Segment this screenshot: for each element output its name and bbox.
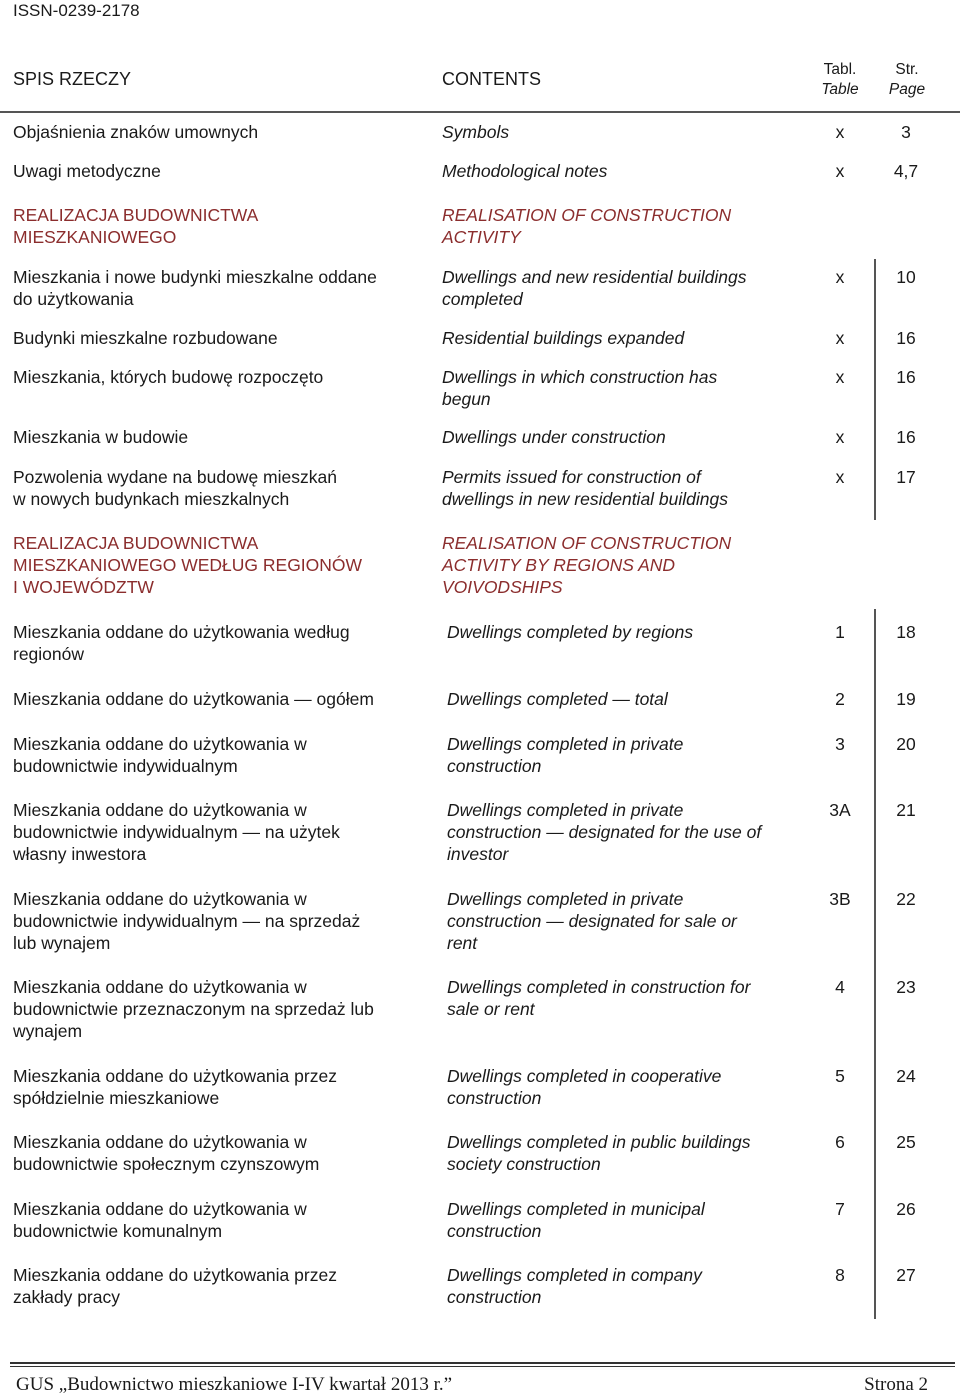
toc-entry-en: Dwellings completed in company construction bbox=[447, 1265, 702, 1307]
toc-page-number: 19 bbox=[896, 689, 916, 709]
toc-entry-en: Permits issued for construction of dwellings in new residential buildings bbox=[442, 467, 728, 509]
toc-entry-en: Dwellings completed in private construction — designated for sale or rent bbox=[447, 889, 737, 953]
toc-page-number: 26 bbox=[896, 1199, 916, 1219]
issn-number: ISSN-0239-2178 bbox=[13, 1, 140, 20]
toc-entry-en: Residential buildings expanded bbox=[442, 328, 685, 348]
toc-entry-pl: Mieszkania oddane do użytkowania według regionów bbox=[13, 622, 350, 664]
toc-page-number: 17 bbox=[896, 467, 916, 487]
column-divider bbox=[874, 609, 876, 1319]
header-divider bbox=[0, 111, 960, 113]
toc-entry-en: Dwellings completed in public buildings society construction bbox=[447, 1132, 751, 1174]
toc-entry-pl: Mieszkania oddane do użytkowania przez zakłady pracy bbox=[13, 1265, 337, 1307]
toc-entry-en: Dwellings completed by regions bbox=[447, 622, 694, 642]
toc-entry-pl: Uwagi metodyczne bbox=[13, 161, 161, 181]
toc-entry-en: Methodological notes bbox=[442, 161, 608, 181]
toc-entry-en: Dwellings in which construction has begun bbox=[442, 367, 718, 409]
contents-title-pl: SPIS RZECZY bbox=[13, 69, 132, 89]
toc-entry-pl: Mieszkania oddane do użytkowania — ogółem bbox=[13, 689, 374, 709]
section-heading-pl: REALIZACJA BUDOWNICTWA MIESZKANIOWEGO WEDŁUG REGIONÓW I WOJEWÓDZTW bbox=[13, 533, 363, 597]
contents-title-en: CONTENTS bbox=[442, 69, 541, 89]
toc-entry-pl: Mieszkania, których budowę rozpoczęto bbox=[13, 367, 324, 387]
toc-page-number: 22 bbox=[896, 889, 916, 909]
toc-table-number: 3A bbox=[829, 800, 851, 820]
column-header-page-pl: Str. bbox=[895, 61, 919, 78]
toc-page-number: 16 bbox=[896, 328, 916, 348]
toc-page-number: 16 bbox=[896, 427, 916, 447]
footer-divider bbox=[10, 1362, 955, 1364]
toc-page-number: 16 bbox=[896, 367, 916, 387]
toc-page-number: 10 bbox=[896, 267, 916, 287]
toc-table-number: x bbox=[835, 427, 845, 447]
toc-table-number: x bbox=[835, 367, 845, 387]
toc-entry-pl: Mieszkania oddane do użytkowania w budownictwie indywidualnym — na użytek własny inwestora bbox=[13, 800, 340, 864]
toc-entry-pl: Mieszkania oddane do użytkowania przez spółdzielnie mieszkaniowe bbox=[13, 1066, 337, 1108]
column-header-table-en: Table bbox=[821, 81, 859, 98]
toc-table-number: x bbox=[835, 161, 845, 181]
toc-table-number: 4 bbox=[835, 977, 845, 997]
toc-entry-pl: Objaśnienia znaków umownych bbox=[13, 122, 259, 142]
section-heading-en: REALISATION OF CONSTRUCTION ACTIVITY BY REGIONS AND VOIVODSHIPS bbox=[442, 533, 732, 597]
toc-entry-en: Dwellings and new residential buildings completed bbox=[442, 267, 747, 309]
toc-page-number: 3 bbox=[901, 122, 911, 142]
toc-table-number: x bbox=[835, 122, 845, 142]
toc-table-number: 7 bbox=[835, 1199, 845, 1219]
toc-page-number: 23 bbox=[896, 977, 916, 997]
toc-entry-pl: Mieszkania oddane do użytkowania w budownictwie społecznym czynszowym bbox=[13, 1132, 320, 1174]
column-header-page bbox=[880, 60, 934, 100]
column-header-page-en: Page bbox=[888, 81, 926, 98]
toc-entry-en: Dwellings completed in municipal construction bbox=[447, 1199, 705, 1241]
toc-page-number: 20 bbox=[896, 734, 916, 754]
toc-table-number: 8 bbox=[835, 1265, 845, 1285]
toc-entry-en: Dwellings completed in construction for sale or rent bbox=[447, 977, 751, 1019]
toc-table-number: 3 bbox=[835, 734, 845, 754]
toc-table-number: x bbox=[835, 267, 845, 287]
footer-page-number: Strona 2 bbox=[864, 1374, 928, 1395]
toc-page-number: 21 bbox=[896, 800, 916, 820]
toc-table-number: 6 bbox=[835, 1132, 845, 1152]
toc-page-number: 25 bbox=[896, 1132, 916, 1152]
toc-entry-en: Symbols bbox=[442, 122, 510, 142]
footer-publication-title: GUS „Budownictwo mieszkaniowe I-IV kwartał 2013 r.” bbox=[16, 1374, 453, 1395]
toc-page-number: 18 bbox=[896, 622, 916, 642]
section-heading-pl: REALIZACJA BUDOWNICTWA MIESZKANIOWEGO bbox=[13, 205, 259, 247]
toc-page-number: 24 bbox=[896, 1066, 916, 1086]
toc-table-number: 1 bbox=[835, 622, 845, 642]
footer-divider bbox=[10, 1366, 955, 1367]
toc-entry-pl: Pozwolenia wydane na budowę mieszkań w nowych budynkach mieszkalnych bbox=[13, 467, 337, 509]
toc-entry-pl: Mieszkania i nowe budynki mieszkalne oddane do użytkowania bbox=[13, 267, 377, 309]
column-header-table-pl: Tabl. bbox=[823, 61, 857, 78]
toc-table-number: 3B bbox=[829, 889, 851, 909]
toc-entry-en: Dwellings completed in cooperative construction bbox=[447, 1066, 722, 1108]
toc-table-number: 2 bbox=[835, 689, 845, 709]
toc-entry-pl: Budynki mieszkalne rozbudowane bbox=[13, 328, 278, 348]
column-header-table bbox=[812, 60, 868, 100]
toc-entry-pl: Mieszkania oddane do użytkowania w budownictwie przeznaczonym na sprzedaż lub wynajem bbox=[13, 977, 374, 1041]
column-divider bbox=[874, 259, 876, 520]
toc-entry-en: Dwellings completed in private construction bbox=[447, 734, 684, 776]
toc-entry-en: Dwellings completed — total bbox=[447, 689, 668, 709]
toc-entry-pl: Mieszkania w budowie bbox=[13, 427, 189, 447]
section-heading-en: REALISATION OF CONSTRUCTION ACTIVITY bbox=[442, 205, 732, 247]
toc-entry-en: Dwellings under construction bbox=[442, 427, 666, 447]
toc-entry-en: Dwellings completed in private construction — designated for the use of investor bbox=[447, 800, 762, 864]
toc-table-number: x bbox=[835, 328, 845, 348]
toc-table-number: x bbox=[835, 467, 845, 487]
toc-page-number: 4,7 bbox=[893, 161, 919, 181]
toc-entry-pl: Mieszkania oddane do użytkowania w budownictwie indywidualnym — na sprzedaż lub wynajem bbox=[13, 889, 361, 953]
toc-table-number: 5 bbox=[835, 1066, 845, 1086]
toc-entry-pl: Mieszkania oddane do użytkowania w budownictwie indywidualnym bbox=[13, 734, 307, 776]
toc-entry-pl: Mieszkania oddane do użytkowania w budownictwie komunalnym bbox=[13, 1199, 307, 1241]
toc-page-number: 27 bbox=[896, 1265, 916, 1285]
